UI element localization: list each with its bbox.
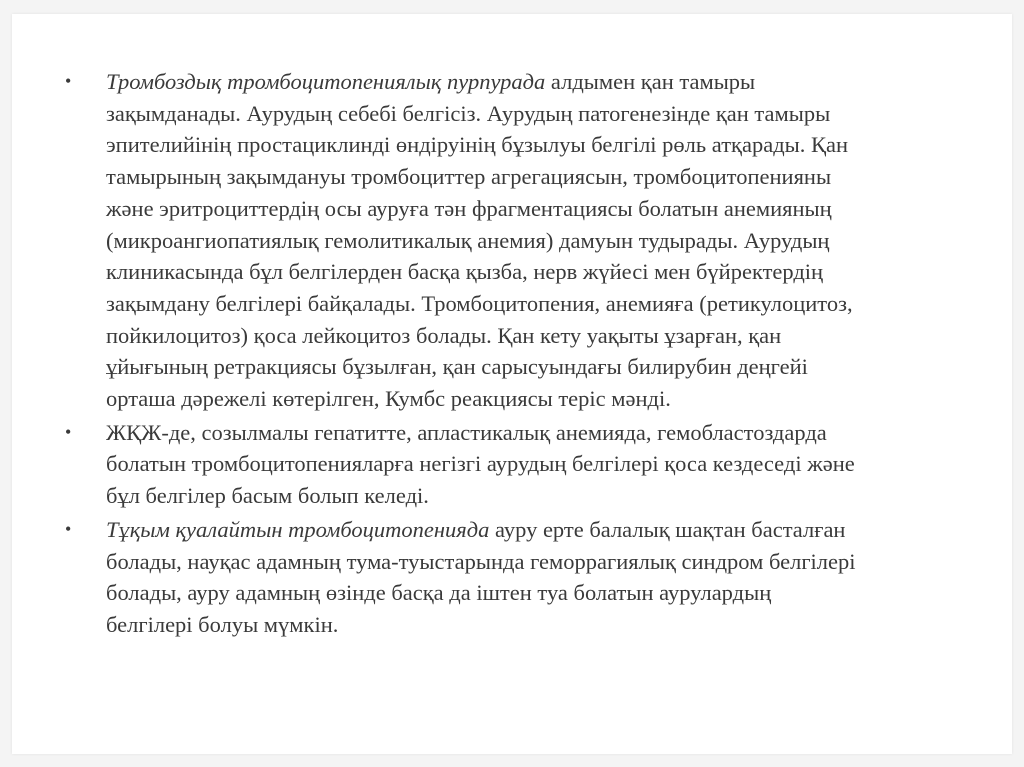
text-line: тамырының зақымдануы тромбоциттер агрегациясын, тромбоцитопенияны <box>106 164 832 190</box>
text-line: белгілері болуы мүмкін. <box>106 611 339 637</box>
text-line <box>106 66 965 98</box>
text-line: ЖҚЖ-де, созылмалы гепатитте, апластикалық анемияда, гемобластоздарда <box>106 419 827 445</box>
text-line: зақымдану белгілері байқалады. Тромбоцитопения, анемияға (ретикулоцитоз, <box>106 290 853 316</box>
bullet-item-thrombotic-purpura <box>65 66 965 415</box>
text-line: болады, ауру адамның өзінде басқа да іштен туа болатын аурулардың <box>106 580 772 606</box>
text-line <box>106 514 965 546</box>
text-line: болады, науқас адамның тума-туыстарында геморрагиялық синдром белгілері <box>106 548 856 574</box>
text-line: пойкилоцитоз) қоса лейкоцитоз болады. Қан кету уақыты ұзарған, қан <box>106 322 782 348</box>
bullet-marker: • <box>65 421 72 442</box>
text-line: (микроангиопатиялық гемолитикалық анемия) дамуын тудырады. Аурудың <box>106 227 830 253</box>
bullet-marker: • <box>65 71 72 91</box>
text-run: ауру ерте балалық шақтан басталған <box>489 516 846 542</box>
text-line: бұл белгілер басым болып келеді. <box>106 483 429 509</box>
text-run: алдымен қан тамыры <box>545 69 756 94</box>
bullet-marker: • <box>65 518 72 539</box>
text-line: зақымданады. Аурудың себебі белгісіз. Аурудың патогенезінде қан тамыры <box>106 100 831 126</box>
text-line: эпителийінің простациклинді өндіруінің бұзылуы белгілі рөль атқарады. Қан <box>106 132 849 158</box>
text-line: және эритроциттердің осы ауруға тән фрагментациясы болатын анемияның <box>106 195 832 221</box>
italic-term: Тромбоздық тромбоцитопениялық пурпурада <box>106 69 546 94</box>
slide <box>12 14 1012 754</box>
bullet-item-hereditary-thrombocytopenia <box>65 514 965 641</box>
text-line: клиникасында бұл белгілерден басқа қызба, нерв жүйесі мен бүйректердің <box>106 259 824 285</box>
bullet-item-secondary-thrombocytopenia <box>65 417 965 512</box>
text-line: болатын тромбоцитопенияларға негізгі аурудың белгілері қоса кездеседі және <box>106 451 855 477</box>
text-line: орташа дәрежелі көтерілген, Кумбс реакциясы теріс мәнді. <box>106 386 671 412</box>
italic-term: Тұқым қуалайтын тромбоцитопенияда <box>106 516 490 542</box>
text-line: ұйығының ретракциясы бұзылған, қан сарысуындағы билирубин деңгейі <box>106 354 808 380</box>
bullet-list <box>65 66 965 641</box>
